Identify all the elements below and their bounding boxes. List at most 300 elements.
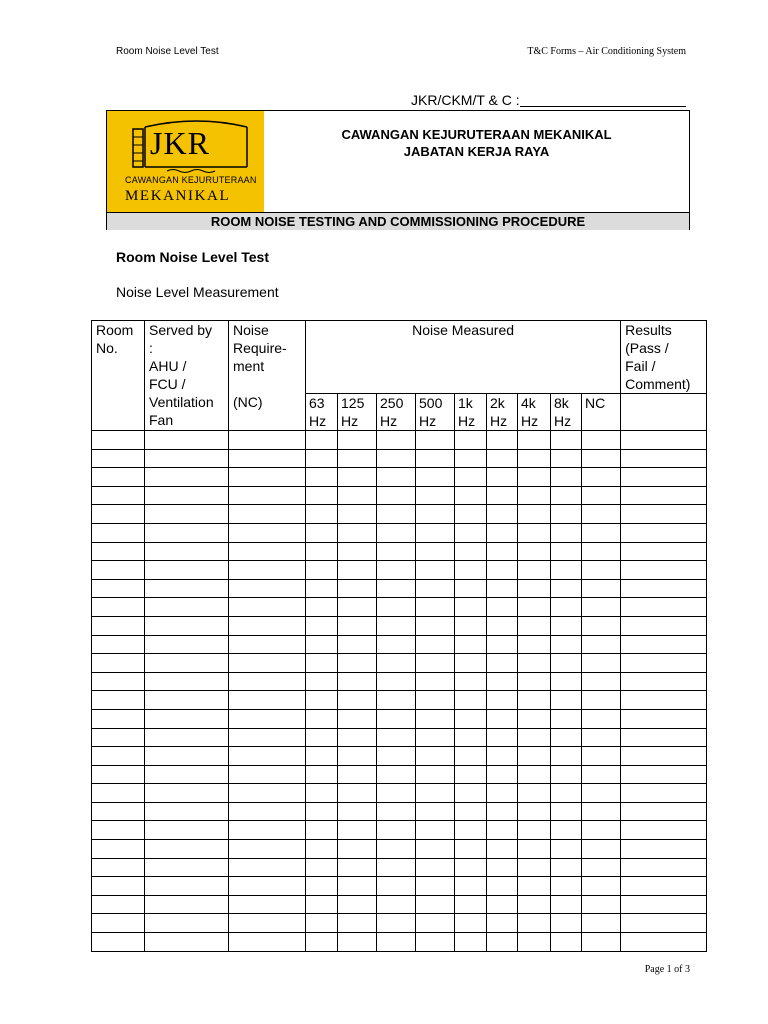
table-cell[interactable] bbox=[338, 914, 377, 933]
table-cell[interactable] bbox=[92, 858, 145, 877]
table-cell[interactable] bbox=[377, 728, 416, 747]
table-cell[interactable] bbox=[416, 505, 455, 524]
table-cell[interactable] bbox=[551, 468, 582, 487]
table-cell[interactable] bbox=[377, 821, 416, 840]
table-cell[interactable] bbox=[455, 933, 487, 952]
table-cell[interactable] bbox=[416, 728, 455, 747]
table-cell[interactable] bbox=[455, 709, 487, 728]
table-cell[interactable] bbox=[306, 821, 338, 840]
table-cell[interactable] bbox=[306, 635, 338, 654]
table-cell[interactable] bbox=[229, 821, 306, 840]
table-cell[interactable] bbox=[92, 672, 145, 691]
table-cell[interactable] bbox=[455, 877, 487, 896]
table-cell[interactable] bbox=[92, 728, 145, 747]
table-cell[interactable] bbox=[338, 449, 377, 468]
table-cell[interactable] bbox=[582, 449, 621, 468]
table-cell[interactable] bbox=[582, 654, 621, 673]
table-cell[interactable] bbox=[377, 691, 416, 710]
table-cell[interactable] bbox=[416, 486, 455, 505]
table-cell[interactable] bbox=[621, 598, 707, 617]
table-cell[interactable] bbox=[582, 895, 621, 914]
table-cell[interactable] bbox=[338, 765, 377, 784]
table-cell[interactable] bbox=[92, 542, 145, 561]
table-cell[interactable] bbox=[377, 877, 416, 896]
table-cell[interactable] bbox=[582, 821, 621, 840]
table-cell[interactable] bbox=[621, 486, 707, 505]
table-cell[interactable] bbox=[416, 840, 455, 859]
table-cell[interactable] bbox=[229, 635, 306, 654]
table-cell[interactable] bbox=[377, 505, 416, 524]
table-cell[interactable] bbox=[487, 579, 518, 598]
table-cell[interactable] bbox=[92, 616, 145, 635]
table-cell[interactable] bbox=[306, 672, 338, 691]
table-cell[interactable] bbox=[455, 635, 487, 654]
table-cell[interactable] bbox=[487, 765, 518, 784]
table-cell[interactable] bbox=[551, 784, 582, 803]
table-cell[interactable] bbox=[621, 802, 707, 821]
table-cell[interactable] bbox=[377, 784, 416, 803]
table-cell[interactable] bbox=[582, 709, 621, 728]
table-cell[interactable] bbox=[621, 635, 707, 654]
table-cell[interactable] bbox=[229, 468, 306, 487]
table-cell[interactable] bbox=[306, 709, 338, 728]
table-cell[interactable] bbox=[416, 561, 455, 580]
table-cell[interactable] bbox=[306, 895, 338, 914]
table-cell[interactable] bbox=[455, 821, 487, 840]
table-cell[interactable] bbox=[487, 914, 518, 933]
table-cell[interactable] bbox=[621, 523, 707, 542]
table-cell[interactable] bbox=[377, 709, 416, 728]
table-cell[interactable] bbox=[377, 616, 416, 635]
table-cell[interactable] bbox=[551, 561, 582, 580]
table-cell[interactable] bbox=[416, 616, 455, 635]
table-cell[interactable] bbox=[487, 821, 518, 840]
table-cell[interactable] bbox=[551, 709, 582, 728]
table-cell[interactable] bbox=[377, 579, 416, 598]
table-cell[interactable] bbox=[551, 616, 582, 635]
table-cell[interactable] bbox=[145, 877, 229, 896]
table-cell[interactable] bbox=[551, 765, 582, 784]
table-cell[interactable] bbox=[455, 765, 487, 784]
table-cell[interactable] bbox=[551, 933, 582, 952]
table-cell[interactable] bbox=[416, 542, 455, 561]
table-cell[interactable] bbox=[518, 728, 551, 747]
table-cell[interactable] bbox=[377, 468, 416, 487]
table-cell[interactable] bbox=[92, 691, 145, 710]
table-cell[interactable] bbox=[487, 728, 518, 747]
table-cell[interactable] bbox=[518, 877, 551, 896]
table-cell[interactable] bbox=[621, 579, 707, 598]
table-cell[interactable] bbox=[229, 542, 306, 561]
table-cell[interactable] bbox=[582, 598, 621, 617]
table-cell[interactable] bbox=[551, 523, 582, 542]
table-cell[interactable] bbox=[455, 840, 487, 859]
table-cell[interactable] bbox=[416, 895, 455, 914]
table-cell[interactable] bbox=[621, 616, 707, 635]
table-cell[interactable] bbox=[145, 933, 229, 952]
table-cell[interactable] bbox=[377, 542, 416, 561]
table-cell[interactable] bbox=[92, 598, 145, 617]
table-cell[interactable] bbox=[145, 505, 229, 524]
table-cell[interactable] bbox=[145, 802, 229, 821]
table-cell[interactable] bbox=[621, 505, 707, 524]
table-cell[interactable] bbox=[306, 765, 338, 784]
table-cell[interactable] bbox=[621, 431, 707, 450]
table-cell[interactable] bbox=[518, 449, 551, 468]
table-cell[interactable] bbox=[487, 709, 518, 728]
table-cell[interactable] bbox=[487, 654, 518, 673]
table-cell[interactable] bbox=[229, 691, 306, 710]
table-cell[interactable] bbox=[92, 802, 145, 821]
table-cell[interactable] bbox=[551, 486, 582, 505]
table-cell[interactable] bbox=[306, 914, 338, 933]
table-cell[interactable] bbox=[306, 784, 338, 803]
table-cell[interactable] bbox=[582, 765, 621, 784]
table-cell[interactable] bbox=[338, 542, 377, 561]
table-cell[interactable] bbox=[338, 523, 377, 542]
table-cell[interactable] bbox=[455, 561, 487, 580]
table-cell[interactable] bbox=[92, 747, 145, 766]
table-cell[interactable] bbox=[455, 654, 487, 673]
table-cell[interactable] bbox=[377, 895, 416, 914]
table-cell[interactable] bbox=[582, 877, 621, 896]
table-cell[interactable] bbox=[92, 486, 145, 505]
table-cell[interactable] bbox=[145, 840, 229, 859]
table-cell[interactable] bbox=[518, 542, 551, 561]
table-cell[interactable] bbox=[487, 616, 518, 635]
table-cell[interactable] bbox=[416, 914, 455, 933]
table-cell[interactable] bbox=[92, 821, 145, 840]
table-cell[interactable] bbox=[455, 598, 487, 617]
table-cell[interactable] bbox=[518, 747, 551, 766]
table-cell[interactable] bbox=[377, 635, 416, 654]
table-cell[interactable] bbox=[229, 933, 306, 952]
table-cell[interactable] bbox=[229, 579, 306, 598]
table-cell[interactable] bbox=[306, 877, 338, 896]
table-cell[interactable] bbox=[92, 784, 145, 803]
table-cell[interactable] bbox=[621, 561, 707, 580]
table-cell[interactable] bbox=[518, 709, 551, 728]
table-cell[interactable] bbox=[229, 449, 306, 468]
table-cell[interactable] bbox=[92, 449, 145, 468]
table-cell[interactable] bbox=[338, 561, 377, 580]
table-cell[interactable] bbox=[306, 431, 338, 450]
table-cell[interactable] bbox=[582, 542, 621, 561]
table-cell[interactable] bbox=[582, 672, 621, 691]
table-cell[interactable] bbox=[338, 821, 377, 840]
table-cell[interactable] bbox=[551, 728, 582, 747]
table-cell[interactable] bbox=[487, 784, 518, 803]
table-cell[interactable] bbox=[92, 877, 145, 896]
table-cell[interactable] bbox=[551, 691, 582, 710]
table-cell[interactable] bbox=[92, 709, 145, 728]
table-cell[interactable] bbox=[582, 579, 621, 598]
table-cell[interactable] bbox=[338, 802, 377, 821]
table-cell[interactable] bbox=[455, 672, 487, 691]
table-cell[interactable] bbox=[551, 542, 582, 561]
table-cell[interactable] bbox=[582, 523, 621, 542]
table-cell[interactable] bbox=[377, 933, 416, 952]
table-cell[interactable] bbox=[487, 449, 518, 468]
table-cell[interactable] bbox=[306, 486, 338, 505]
table-cell[interactable] bbox=[582, 616, 621, 635]
table-cell[interactable] bbox=[551, 635, 582, 654]
table-cell[interactable] bbox=[582, 431, 621, 450]
table-cell[interactable] bbox=[229, 672, 306, 691]
table-cell[interactable] bbox=[338, 933, 377, 952]
table-cell[interactable] bbox=[306, 579, 338, 598]
table-cell[interactable] bbox=[487, 895, 518, 914]
table-cell[interactable] bbox=[518, 840, 551, 859]
table-cell[interactable] bbox=[416, 747, 455, 766]
table-cell[interactable] bbox=[306, 616, 338, 635]
table-cell[interactable] bbox=[416, 468, 455, 487]
table-cell[interactable] bbox=[92, 933, 145, 952]
table-cell[interactable] bbox=[518, 858, 551, 877]
table-cell[interactable] bbox=[487, 691, 518, 710]
table-cell[interactable] bbox=[338, 877, 377, 896]
table-cell[interactable] bbox=[487, 542, 518, 561]
table-cell[interactable] bbox=[621, 728, 707, 747]
table-cell[interactable] bbox=[229, 784, 306, 803]
table-cell[interactable] bbox=[229, 616, 306, 635]
table-cell[interactable] bbox=[551, 672, 582, 691]
table-cell[interactable] bbox=[487, 486, 518, 505]
table-cell[interactable] bbox=[145, 635, 229, 654]
table-cell[interactable] bbox=[229, 486, 306, 505]
table-cell[interactable] bbox=[551, 840, 582, 859]
table-cell[interactable] bbox=[518, 802, 551, 821]
table-cell[interactable] bbox=[145, 486, 229, 505]
table-cell[interactable] bbox=[518, 486, 551, 505]
table-cell[interactable] bbox=[338, 598, 377, 617]
table-cell[interactable] bbox=[416, 802, 455, 821]
table-cell[interactable] bbox=[306, 747, 338, 766]
table-cell[interactable] bbox=[229, 840, 306, 859]
table-cell[interactable] bbox=[92, 765, 145, 784]
table-cell[interactable] bbox=[621, 765, 707, 784]
table-cell[interactable] bbox=[229, 709, 306, 728]
table-cell[interactable] bbox=[229, 802, 306, 821]
table-cell[interactable] bbox=[551, 895, 582, 914]
table-cell[interactable] bbox=[455, 468, 487, 487]
table-cell[interactable] bbox=[416, 635, 455, 654]
table-cell[interactable] bbox=[518, 691, 551, 710]
table-cell[interactable] bbox=[455, 579, 487, 598]
table-cell[interactable] bbox=[92, 914, 145, 933]
table-cell[interactable] bbox=[338, 468, 377, 487]
table-cell[interactable] bbox=[551, 802, 582, 821]
table-cell[interactable] bbox=[487, 598, 518, 617]
table-cell[interactable] bbox=[551, 449, 582, 468]
table-cell[interactable] bbox=[416, 654, 455, 673]
table-cell[interactable] bbox=[621, 691, 707, 710]
table-cell[interactable] bbox=[518, 431, 551, 450]
table-cell[interactable] bbox=[416, 598, 455, 617]
table-cell[interactable] bbox=[551, 505, 582, 524]
table-cell[interactable] bbox=[229, 914, 306, 933]
table-cell[interactable] bbox=[377, 765, 416, 784]
table-cell[interactable] bbox=[416, 691, 455, 710]
table-cell[interactable] bbox=[306, 523, 338, 542]
table-cell[interactable] bbox=[145, 821, 229, 840]
table-cell[interactable] bbox=[306, 802, 338, 821]
table-cell[interactable] bbox=[416, 709, 455, 728]
table-cell[interactable] bbox=[551, 654, 582, 673]
table-cell[interactable] bbox=[377, 672, 416, 691]
table-cell[interactable] bbox=[455, 542, 487, 561]
table-cell[interactable] bbox=[377, 431, 416, 450]
table-cell[interactable] bbox=[145, 672, 229, 691]
table-cell[interactable] bbox=[306, 654, 338, 673]
table-cell[interactable] bbox=[621, 709, 707, 728]
table-cell[interactable] bbox=[455, 691, 487, 710]
table-cell[interactable] bbox=[145, 858, 229, 877]
table-cell[interactable] bbox=[551, 914, 582, 933]
table-cell[interactable] bbox=[229, 505, 306, 524]
table-cell[interactable] bbox=[229, 523, 306, 542]
table-cell[interactable] bbox=[416, 784, 455, 803]
table-cell[interactable] bbox=[145, 523, 229, 542]
table-cell[interactable] bbox=[487, 672, 518, 691]
table-cell[interactable] bbox=[145, 542, 229, 561]
table-cell[interactable] bbox=[582, 468, 621, 487]
table-cell[interactable] bbox=[145, 914, 229, 933]
table-cell[interactable] bbox=[582, 505, 621, 524]
table-cell[interactable] bbox=[92, 654, 145, 673]
table-cell[interactable] bbox=[487, 468, 518, 487]
table-cell[interactable] bbox=[621, 542, 707, 561]
table-cell[interactable] bbox=[306, 840, 338, 859]
table-cell[interactable] bbox=[229, 877, 306, 896]
table-cell[interactable] bbox=[306, 505, 338, 524]
table-cell[interactable] bbox=[455, 728, 487, 747]
table-cell[interactable] bbox=[229, 431, 306, 450]
table-cell[interactable] bbox=[145, 728, 229, 747]
table-cell[interactable] bbox=[455, 486, 487, 505]
table-cell[interactable] bbox=[621, 933, 707, 952]
table-cell[interactable] bbox=[455, 895, 487, 914]
table-cell[interactable] bbox=[621, 821, 707, 840]
table-cell[interactable] bbox=[621, 784, 707, 803]
table-cell[interactable] bbox=[518, 616, 551, 635]
table-cell[interactable] bbox=[416, 449, 455, 468]
table-cell[interactable] bbox=[518, 523, 551, 542]
table-cell[interactable] bbox=[145, 561, 229, 580]
table-cell[interactable] bbox=[229, 728, 306, 747]
table-cell[interactable] bbox=[518, 895, 551, 914]
table-cell[interactable] bbox=[455, 449, 487, 468]
table-cell[interactable] bbox=[416, 877, 455, 896]
table-cell[interactable] bbox=[487, 747, 518, 766]
table-cell[interactable] bbox=[455, 431, 487, 450]
table-cell[interactable] bbox=[518, 765, 551, 784]
table-cell[interactable] bbox=[518, 598, 551, 617]
table-cell[interactable] bbox=[621, 747, 707, 766]
table-cell[interactable] bbox=[518, 784, 551, 803]
table-cell[interactable] bbox=[145, 431, 229, 450]
table-cell[interactable] bbox=[338, 579, 377, 598]
table-cell[interactable] bbox=[416, 933, 455, 952]
table-cell[interactable] bbox=[377, 523, 416, 542]
table-cell[interactable] bbox=[377, 486, 416, 505]
table-cell[interactable] bbox=[338, 784, 377, 803]
table-cell[interactable] bbox=[621, 895, 707, 914]
table-cell[interactable] bbox=[377, 561, 416, 580]
table-cell[interactable] bbox=[487, 802, 518, 821]
table-cell[interactable] bbox=[306, 468, 338, 487]
table-cell[interactable] bbox=[377, 747, 416, 766]
table-cell[interactable] bbox=[338, 616, 377, 635]
table-cell[interactable] bbox=[518, 561, 551, 580]
table-cell[interactable] bbox=[306, 449, 338, 468]
table-cell[interactable] bbox=[92, 468, 145, 487]
table-cell[interactable] bbox=[582, 933, 621, 952]
table-cell[interactable] bbox=[582, 561, 621, 580]
table-cell[interactable] bbox=[377, 840, 416, 859]
table-cell[interactable] bbox=[338, 486, 377, 505]
table-cell[interactable] bbox=[518, 672, 551, 691]
table-cell[interactable] bbox=[518, 635, 551, 654]
table-cell[interactable] bbox=[229, 895, 306, 914]
table-cell[interactable] bbox=[582, 802, 621, 821]
table-cell[interactable] bbox=[145, 616, 229, 635]
table-cell[interactable] bbox=[551, 579, 582, 598]
table-cell[interactable] bbox=[582, 784, 621, 803]
table-cell[interactable] bbox=[518, 654, 551, 673]
table-cell[interactable] bbox=[306, 858, 338, 877]
table-cell[interactable] bbox=[518, 468, 551, 487]
table-cell[interactable] bbox=[416, 858, 455, 877]
table-cell[interactable] bbox=[621, 672, 707, 691]
table-cell[interactable] bbox=[306, 561, 338, 580]
table-cell[interactable] bbox=[145, 598, 229, 617]
table-cell[interactable] bbox=[582, 858, 621, 877]
table-cell[interactable] bbox=[455, 523, 487, 542]
table-cell[interactable] bbox=[377, 858, 416, 877]
table-cell[interactable] bbox=[338, 505, 377, 524]
table-cell[interactable] bbox=[145, 747, 229, 766]
table-cell[interactable] bbox=[621, 654, 707, 673]
table-cell[interactable] bbox=[455, 505, 487, 524]
table-cell[interactable] bbox=[621, 914, 707, 933]
table-cell[interactable] bbox=[145, 895, 229, 914]
table-cell[interactable] bbox=[338, 709, 377, 728]
table-cell[interactable] bbox=[306, 728, 338, 747]
table-cell[interactable] bbox=[416, 821, 455, 840]
table-cell[interactable] bbox=[92, 505, 145, 524]
table-cell[interactable] bbox=[145, 654, 229, 673]
table-cell[interactable] bbox=[145, 765, 229, 784]
table-cell[interactable] bbox=[377, 914, 416, 933]
table-cell[interactable] bbox=[582, 728, 621, 747]
table-cell[interactable] bbox=[487, 933, 518, 952]
table-cell[interactable] bbox=[338, 431, 377, 450]
table-cell[interactable] bbox=[518, 933, 551, 952]
reference-blank-field[interactable] bbox=[520, 92, 686, 107]
table-cell[interactable] bbox=[145, 468, 229, 487]
table-cell[interactable] bbox=[306, 691, 338, 710]
table-cell[interactable] bbox=[338, 747, 377, 766]
table-cell[interactable] bbox=[377, 802, 416, 821]
table-cell[interactable] bbox=[455, 858, 487, 877]
table-cell[interactable] bbox=[229, 858, 306, 877]
table-cell[interactable] bbox=[518, 579, 551, 598]
table-cell[interactable] bbox=[621, 449, 707, 468]
table-cell[interactable] bbox=[229, 747, 306, 766]
table-cell[interactable] bbox=[416, 523, 455, 542]
table-cell[interactable] bbox=[416, 672, 455, 691]
